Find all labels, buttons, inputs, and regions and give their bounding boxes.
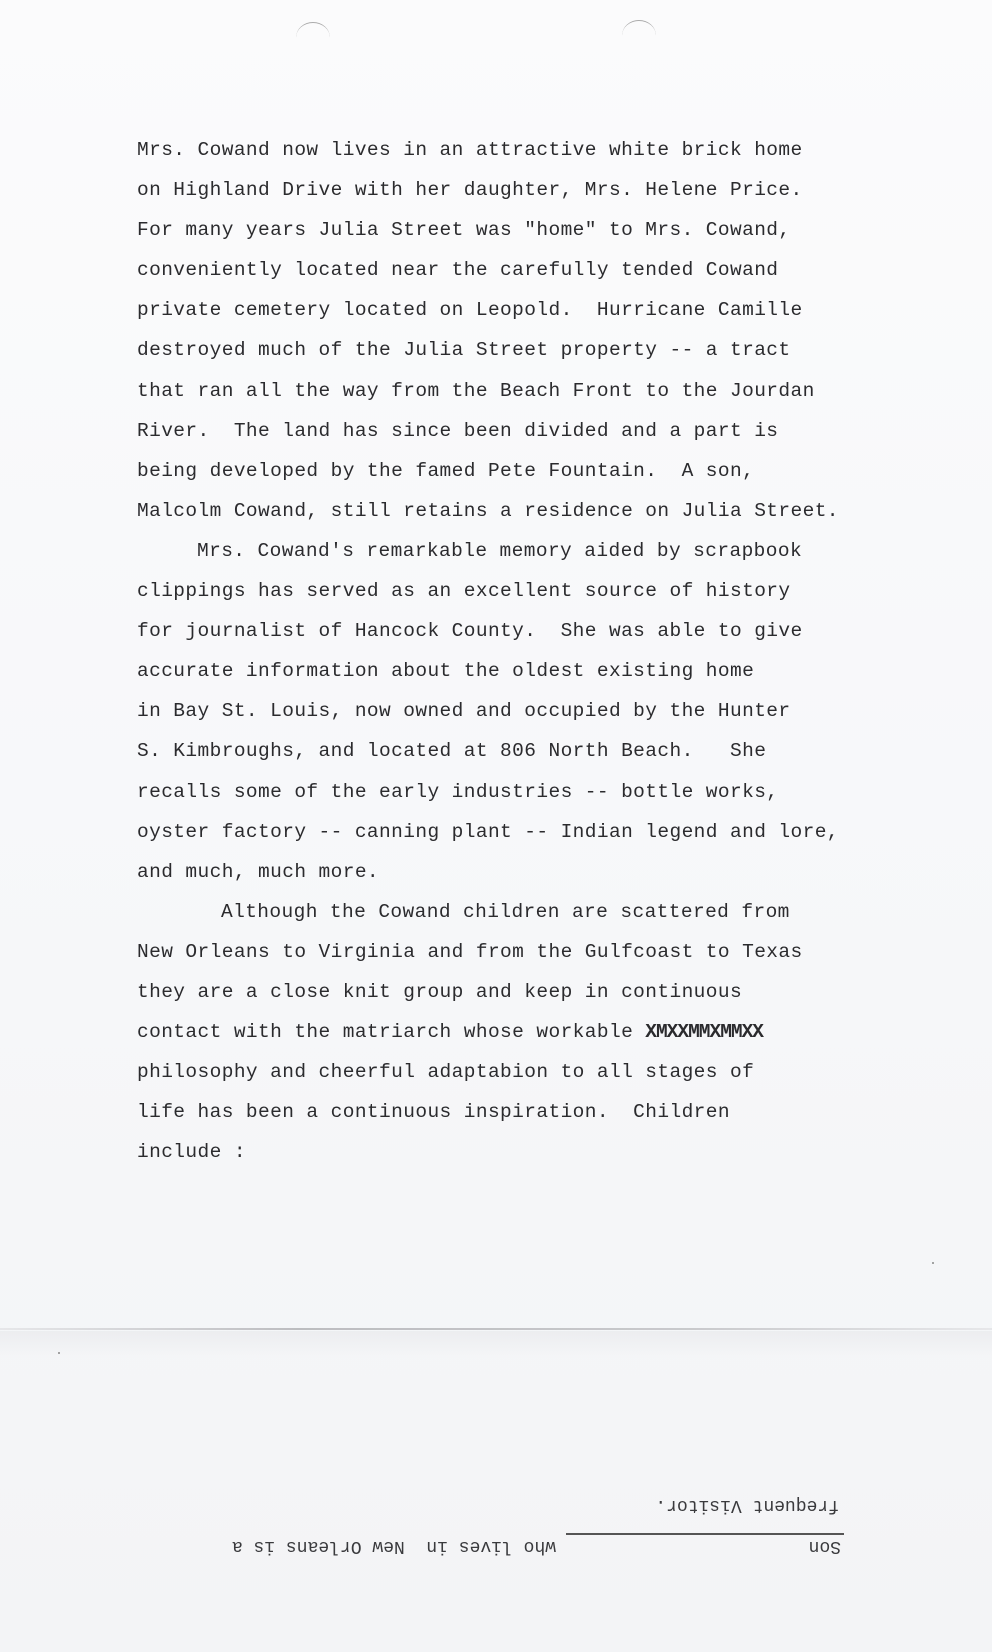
text-line — [137, 972, 897, 1012]
text-line-content: contact with the matriarch whose workable — [137, 1021, 646, 1044]
paper-speck — [58, 1352, 60, 1354]
text-line-content: in Bay St. Louis, now owned and occupied by the Hunter — [137, 700, 791, 723]
text-line-content: Mrs. Cowand's remarkable memory aided by scrapbook — [197, 539, 803, 562]
paper-fold-line — [0, 1328, 992, 1330]
bleed-through-son: Son — [808, 1536, 841, 1556]
text-line — [137, 531, 897, 571]
text-line — [137, 250, 897, 290]
text-line — [137, 691, 897, 731]
text-line — [137, 892, 897, 932]
text-line-content: for journalist of Hancock County. She was able to give — [137, 620, 803, 643]
text-line-content: destroyed much of the Julia Street property -- a tract — [137, 339, 791, 362]
text-line-content: River. The land has since been divided and a part is — [137, 419, 779, 442]
text-line-content: accurate information about the oldest existing home — [137, 660, 755, 683]
text-line — [137, 571, 897, 611]
text-line-content: include : — [137, 1141, 246, 1164]
text-line-content: New Orleans to Virginia and from the Gulfcoast to Texas — [137, 940, 803, 963]
text-line-content: oyster factory -- canning plant -- Indian legend and lore, — [137, 820, 839, 843]
text-line — [137, 812, 897, 852]
text-line — [137, 170, 897, 210]
punch-hole-right — [622, 20, 656, 51]
text-line-content: private cemetery located on Leopold. Hurricane Camille — [137, 299, 803, 322]
text-line — [137, 210, 897, 250]
bleed-through-line-1: frequent Visitor. — [655, 1495, 839, 1515]
text-line-content: S. Kimbroughs, and located at 806 North Beach. She — [137, 740, 767, 763]
typewritten-body — [137, 130, 897, 1172]
bleed-through-line-2: who lives in New Orleans is a — [231, 1536, 556, 1556]
text-line — [137, 772, 897, 812]
text-line-content: and much, much more. — [137, 860, 380, 883]
text-line-content: Mrs. Cowand now lives in an attractive white brick home — [137, 139, 803, 161]
text-line-content: on Highland Drive with her daughter, Mrs. Helene Price. — [137, 179, 803, 202]
text-line-content: that ran all the way from the Beach Front to the Jourdan — [137, 379, 815, 402]
text-line — [137, 290, 897, 330]
text-line — [137, 611, 897, 651]
text-line-content: life has been a continuous inspiration. Children — [137, 1101, 730, 1124]
text-line — [137, 1012, 897, 1052]
text-line-content: they are a close knit group and keep in continuous — [137, 980, 743, 1003]
text-line — [137, 731, 897, 771]
paper-speck — [932, 1262, 934, 1264]
text-line — [137, 491, 897, 531]
text-line-content: being developed by the famed Pete Fountain. A son, — [137, 459, 755, 482]
text-line — [137, 411, 897, 451]
text-line — [137, 330, 897, 370]
text-line-content: recalls some of the early industries -- bottle works, — [137, 780, 779, 803]
text-line-content: clippings has served as an excellent source of history — [137, 580, 791, 603]
paper-fold-shadow — [0, 1331, 992, 1357]
text-line — [137, 651, 897, 691]
text-line-content: conveniently located near the carefully tended Cowand — [137, 259, 779, 282]
text-line-content: philosophy and cheerful adaptabion to all stages of — [137, 1061, 755, 1084]
text-line — [137, 932, 897, 972]
text-line — [137, 371, 897, 411]
text-line — [137, 451, 897, 491]
text-line-content: Malcolm Cowand, still retains a residence on Julia Street. — [137, 499, 839, 522]
punch-hole-left — [296, 22, 330, 53]
text-line-content: For many years Julia Street was "home" to Mrs. Cowand, — [137, 219, 791, 242]
struck-out-typing: XMXXMMXMMXX — [645, 1021, 764, 1044]
bleed-through-rule — [566, 1533, 844, 1535]
text-line — [137, 852, 897, 892]
text-line — [137, 1092, 897, 1132]
text-line-content: Although the Cowand children are scattered from — [221, 900, 790, 923]
text-line — [137, 1132, 897, 1172]
text-line — [137, 130, 897, 170]
text-line — [137, 1052, 897, 1092]
